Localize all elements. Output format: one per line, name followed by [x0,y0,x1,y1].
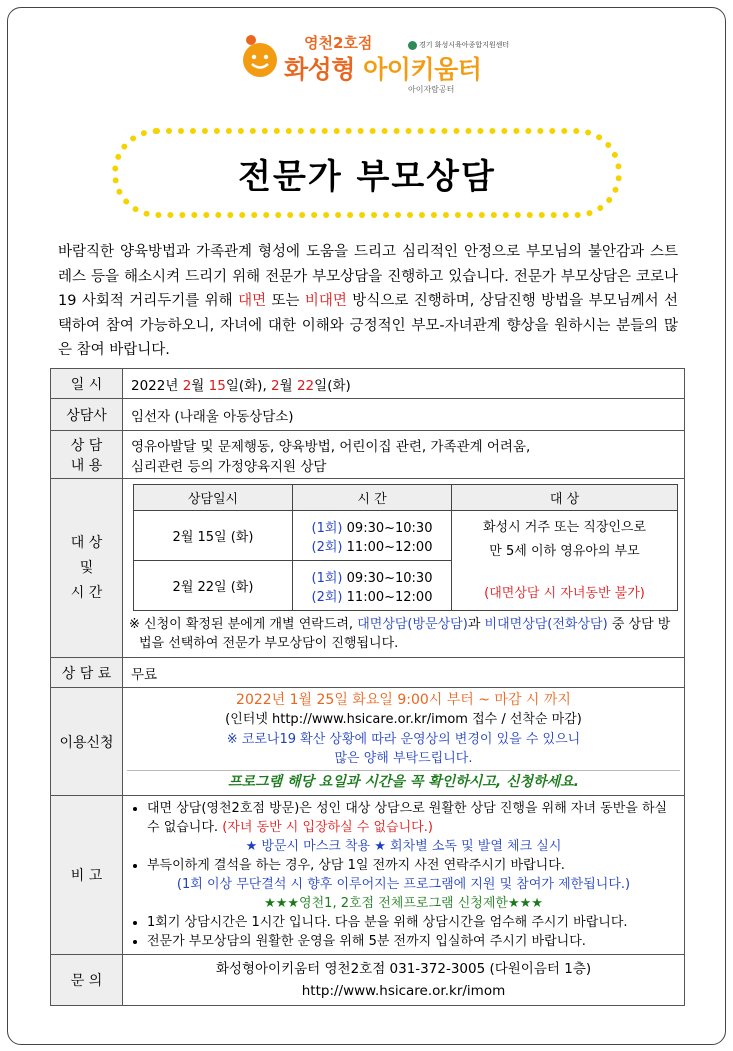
page-title: 전문가 부모상담 [238,156,496,197]
info-table [50,368,685,1006]
session-time: 09:30~10:30 [342,520,433,536]
logo-tagline: 아이자람공터 [408,85,455,94]
label-content [51,431,123,479]
session-tag: (2회) [311,589,343,605]
schedule-header-time: 시 간 [293,485,452,511]
intro-paragraph [58,240,678,363]
schedule-row [134,511,678,561]
row-contact [51,955,685,1006]
date-part: 일(화) [314,377,351,394]
apply-url: (인터넷 http://www.hsicare.or.kr/imom 접수 / 선착순 마감) [225,712,582,727]
content-value [123,431,685,479]
row-date [51,369,685,399]
note-b: 대면상담(방문상담) [357,617,468,632]
intro-mid: 또는 [266,293,305,309]
schedule-header-target: 대 상 [452,485,678,511]
remark-warning: (자녀 동반 시 입장하실 수 없습니다.) [222,820,433,835]
title-box [112,128,622,218]
session-tag: (2회) [311,539,343,555]
date-part: 2022년 [131,377,183,394]
target-note: (대면상담 시 자녀동반 불가) [484,585,645,601]
schedule-cell [123,479,685,658]
row-fee [51,658,685,688]
remark-safety: ★ 방문시 마스크 착용 ★ 회차별 소독 및 발열 체크 실시 [245,839,562,854]
counselor-value: 임선자 (나래울 아동상담소) [123,399,685,431]
intro-text-1: 바람직한 양육방법과 가족관계 형성에 도움을 드리고 심리적인 안정으로 부모님의 불안감과 스트레스 등을 해소시켜 드리기 위해 전문가 부모상담을 진행하고 있습니다. 전문가 부모상담은 코로나19 사회적 거리두기를 위해 [58,244,678,309]
remark-item: • 전문가 부모상담의 원활한 운영을 위해 5분 전까지 입실하여 주시기 바랍니다. [147,932,674,951]
label-content-1: 상 담 [70,437,103,454]
apply-notice-1: ※ 코로나19 확산 상황에 따라 운영상의 변경이 있을 수 있으니 [226,732,581,747]
logo-branch: 영천2호점 [304,34,373,52]
session-times [293,561,452,611]
logo [238,28,498,98]
label-date: 일 시 [51,369,123,399]
label-apply: 이용신청 [51,688,123,796]
intro-text-2: 방식으로 진행하며, 상담진행 방법을 부모님께서 선택하여 참여 가능하오니, 자녀에 대한 이해와 긍정적인 부모-자녀관계 향상을 원하시는 분들의 많은 참여 바랍니다. [58,293,678,358]
row-counselor [51,399,685,431]
remark-item: • 1회기 상담시간은 1시간 입니다. 다음 분을 위해 상담시간을 엄수해 주시기 바랍니다. [147,913,674,932]
label-counselor: 상담사 [51,399,123,431]
session-date: 2월 22일 (화) [134,561,293,611]
smiley-logo-icon [238,34,284,80]
contact-info: 화성형아이키움터 영천2호점 031-372-3005 (다원이음터 1층) [215,961,592,977]
intro-face: 대면 [238,293,267,309]
session-date: 2월 15일 (화) [134,511,293,561]
logo-name-b: 아이키움터 [363,55,482,84]
partner-icon [408,41,417,50]
target-line-2: 만 5세 이하 영유아의 부모 [489,543,640,559]
session-times [293,511,452,561]
target-line-1: 화성시 거주 또는 직장인으로 [482,519,647,535]
label-contact: 문 의 [51,955,123,1006]
row-content [51,431,685,479]
apply-cell [123,688,685,796]
row-remarks [51,796,685,955]
remarks-list [133,856,674,875]
date-month-2: 2 [271,377,280,394]
label-schedule-1: 대 상 [70,534,103,551]
session-tag: (1회) [311,570,343,586]
schedule-note [129,615,678,653]
remark-absence-note: (1회 이상 무단결석 시 향후 이루어지는 프로그램에 지원 및 참여가 제한됩니다.) [176,877,631,892]
note-a: ※ 신청이 확정된 분에게 개별 연락드려, [129,617,358,632]
row-apply [51,688,685,796]
logo-name [284,50,481,86]
remark-restriction: ★★★영천1, 2호점 전체프로그램 신청제한★★★ [264,896,543,911]
note-c: 과 [467,617,485,632]
contact-cell [123,955,685,1006]
label-schedule [51,479,123,658]
content-line-1: 영유아발달 및 문제행동, 양육방법, 어린이집 관련, 가족관계 어려움, [131,438,531,455]
apply-period: 2022년 1월 25일 화요일 9:00시 부터 ~ 마감 시 까지 [236,692,571,708]
partner-logo [408,40,509,50]
note-e: 중 상담 방법을 선택하여 전문가 부모상담이 진행됩니다. [139,617,671,651]
contact-url: http://www.hsicare.or.kr/imom [301,983,506,999]
fee-value: 무료 [123,658,685,688]
date-day-1: 15 [208,377,226,394]
remark-text: 대면 상담(영천2호점 방문)은 성인 대상 상담으로 원활한 상담 진행을 위해 자녀 동반을 하실 수 없습니다. [147,801,668,835]
schedule-target [452,511,678,611]
session-time: 11:00~12:00 [342,539,433,555]
apply-reminder: 프로그램 해당 요일과 시간을 꼭 확인하시고, 신청하세요. [127,770,680,793]
remarks-list [133,913,674,951]
date-value [123,369,685,399]
date-part: 월 [191,377,209,394]
date-part: 일(화), [225,377,272,394]
schedule-header-row [134,485,678,511]
logo-name-a: 화성형 [284,55,364,84]
session-time: 11:00~12:00 [342,589,433,605]
date-day-2: 22 [296,377,315,394]
label-content-2: 내 용 [70,457,103,474]
label-schedule-3: 시 간 [70,584,103,601]
remarks-list [133,799,674,837]
date-month-1: 2 [182,377,192,394]
label-fee: 상 담 료 [51,658,123,688]
session-time: 09:30~10:30 [342,570,433,586]
partner-name: 경기 화성시육아종합지원센터 [419,41,510,49]
date-part: 월 [279,377,297,394]
row-schedule [51,479,685,658]
remarks-cell [123,796,685,955]
label-schedule-2: 및 [79,559,94,576]
remark-item [147,799,674,837]
content-line-2: 심리관련 등의 가정양육지원 상담 [131,458,327,475]
intro-nonface: 비대면 [304,293,347,309]
session-tag: (1회) [311,520,343,536]
note-d: 비대면상담(전화상담) [484,617,608,632]
schedule-table [133,484,678,611]
remark-item: • 부득이하게 결석을 하는 경우, 상담 1일 전까지 사전 연락주시기 바랍니다. [147,856,674,875]
label-remarks: 비 고 [51,796,123,955]
schedule-header-date: 상담일시 [134,485,293,511]
apply-notice-2: 많은 양해 부탁드립니다. [334,751,473,766]
